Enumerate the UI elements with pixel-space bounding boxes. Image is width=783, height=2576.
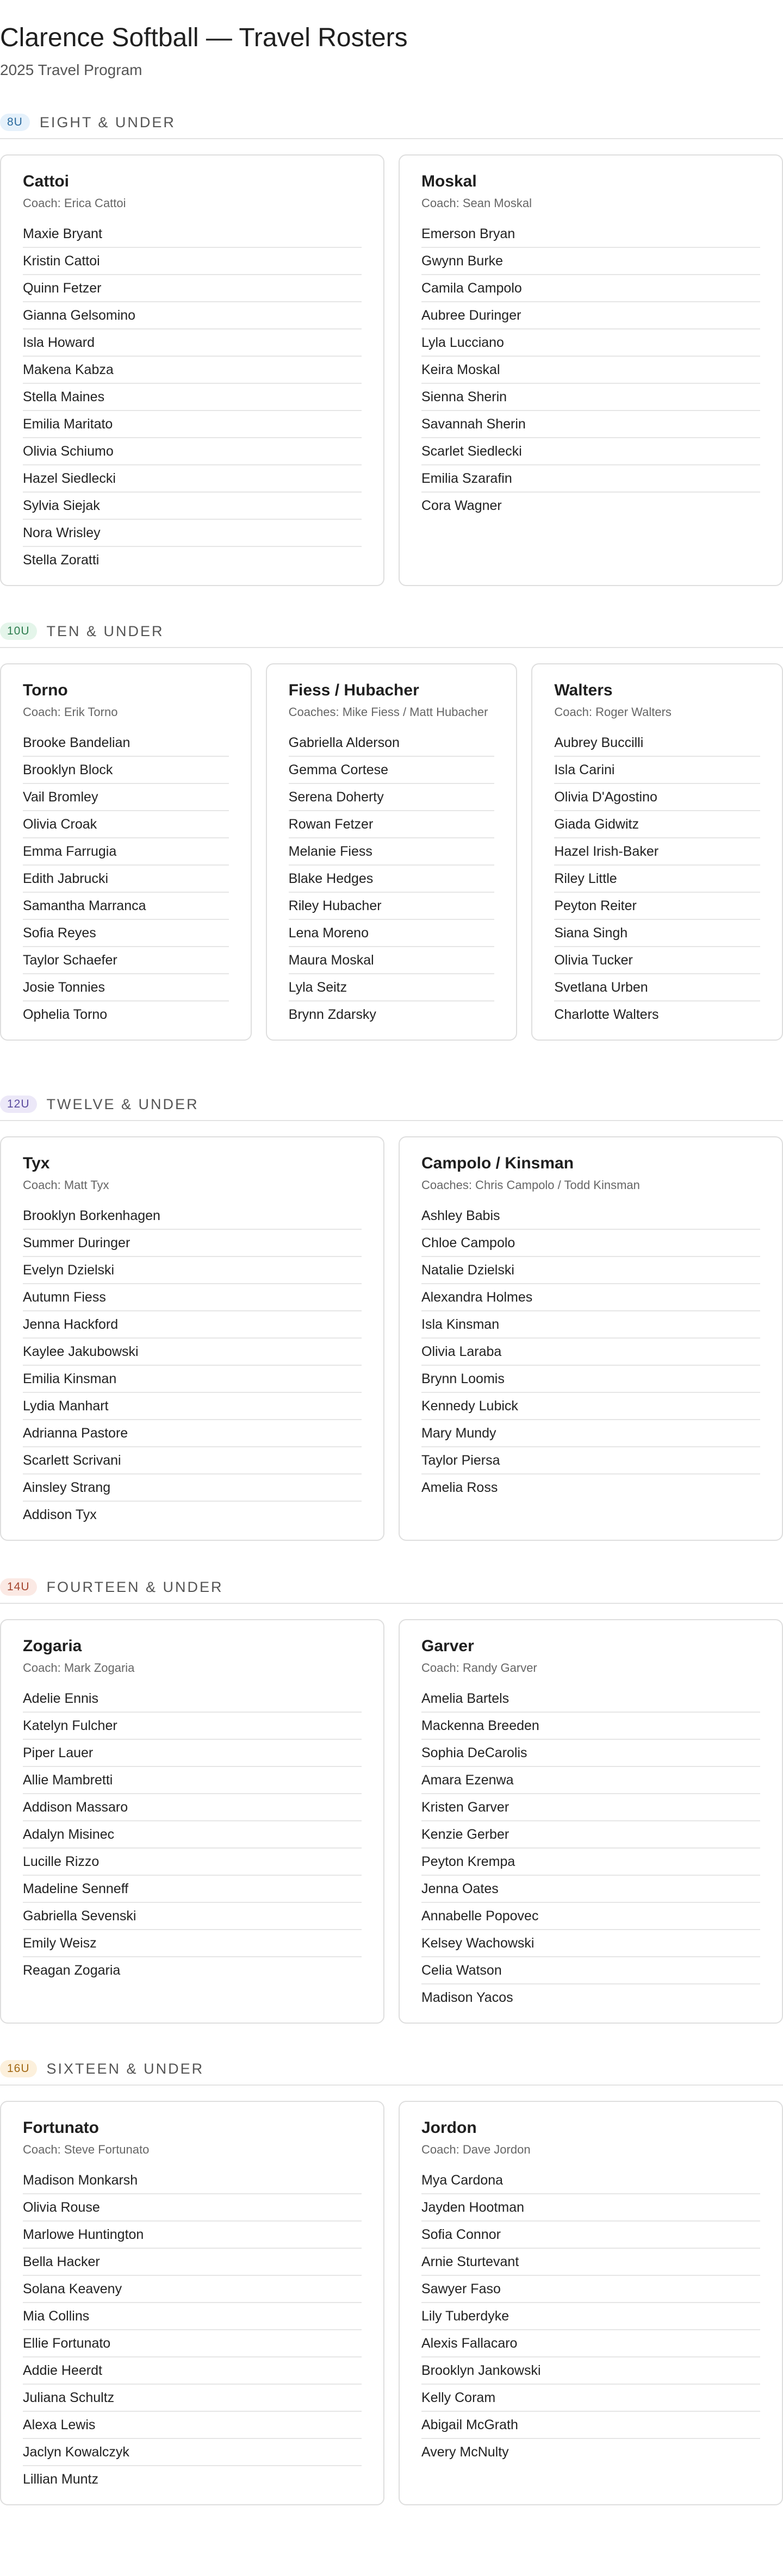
roster-player: Lydia Manhart [23, 1393, 362, 1420]
roster-player: Lucille Rizzo [23, 1849, 362, 1876]
roster-player: Gabriella Alderson [289, 730, 495, 757]
team-grid [0, 1136, 783, 1541]
roster-player: Siana Singh [554, 920, 760, 947]
team-coach: Coach: Randy Garver [421, 1661, 537, 1675]
roster-player: Taylor Schaefer [23, 947, 229, 974]
roster-player: Kristen Garver [421, 1794, 760, 1821]
team-card [0, 1136, 384, 1541]
division-header [0, 615, 783, 648]
roster-player: Giada Gidwitz [554, 811, 760, 838]
roster-player: Amara Ezenwa [421, 1767, 760, 1794]
roster-player: Alexis Fallacaro [421, 2330, 760, 2357]
roster-player: Emilia Kinsman [23, 1366, 362, 1393]
roster-player: Brooke Bandelian [23, 730, 229, 757]
roster-player: Gemma Cortese [289, 757, 495, 784]
divisions-container [0, 107, 783, 2505]
roster-player: Isla Kinsman [421, 1311, 760, 1339]
division-section [0, 1088, 783, 1541]
roster-player: Annabelle Popovec [421, 1903, 760, 1930]
roster-player: Olivia Laraba [421, 1339, 760, 1366]
roster-list [421, 1685, 760, 2011]
roster-player: Brooklyn Borkenhagen [23, 1203, 362, 1230]
roster-player: Emily Weisz [23, 1930, 362, 1957]
roster-player: Kenzie Gerber [421, 1821, 760, 1849]
roster-list [23, 1203, 362, 1528]
team-card [531, 663, 783, 1041]
roster-player: Olivia Tucker [554, 947, 760, 974]
roster-player: Jayden Hootman [421, 2194, 760, 2222]
roster-player: Ophelia Torno [23, 1007, 108, 1022]
division-badge: 8U [0, 114, 30, 131]
team-coach: Coach: Erica Cattoi [23, 196, 126, 210]
team-card [0, 154, 384, 586]
roster-player: Emilia Maritato [23, 411, 362, 438]
roster-player: Peyton Krempa [421, 1849, 760, 1876]
roster-list [421, 2167, 760, 2465]
team-coach: Coaches: Chris Campolo / Todd Kinsman [421, 1178, 640, 1192]
division-label: SIXTEEN & UNDER [46, 2060, 204, 2077]
roster-list [23, 221, 362, 573]
team-coach: Coach: Erik Torno [23, 705, 118, 719]
team-card [399, 2101, 783, 2505]
team-coach: Coach: Steve Fortunato [23, 2143, 150, 2156]
roster-player: Reagan Zogaria [23, 1963, 121, 1978]
roster-list [421, 1203, 760, 1501]
page-title: Clarence Softball — Travel Rosters [0, 23, 408, 52]
roster-player: Madeline Senneff [23, 1876, 362, 1903]
roster-player: Alexandra Holmes [421, 1284, 760, 1311]
roster-player: Kennedy Lubick [421, 1393, 760, 1420]
roster-player: Ellie Fortunato [23, 2330, 362, 2357]
roster-player: Mary Mundy [421, 1420, 760, 1447]
roster-player: Isla Carini [554, 757, 760, 784]
roster-player: Kelsey Wachowski [421, 1930, 760, 1957]
division-section [0, 2053, 783, 2505]
roster-player: Sawyer Faso [421, 2276, 760, 2303]
roster-player: Alexa Lewis [23, 2412, 362, 2439]
roster-player: Kristin Cattoi [23, 248, 362, 275]
team-coach: Coaches: Mike Fiess / Matt Hubacher [288, 705, 488, 719]
roster-player: Hazel Irish-Baker [554, 838, 760, 866]
team-name: Zogaria [23, 1637, 82, 1655]
team-name: Fiess / Hubacher [288, 681, 419, 699]
team-coach: Coach: Matt Tyx [23, 1178, 109, 1192]
roster-player: Scarlett Scrivani [23, 1447, 362, 1474]
division-label: TEN & UNDER [46, 623, 164, 639]
roster-player: Brynn Zdarsky [288, 1007, 376, 1022]
roster-player: Josie Tonnies [23, 974, 229, 1001]
roster-player: Emerson Bryan [421, 221, 760, 248]
roster-player: Adrianna Pastore [23, 1420, 362, 1447]
roster-player: Jenna Hackford [23, 1311, 362, 1339]
roster-player: Kaylee Jakubowski [23, 1339, 362, 1366]
division-header [0, 1571, 783, 1604]
division-section [0, 107, 783, 586]
roster-player: Cora Wagner [421, 498, 502, 513]
division-badge: 14U [0, 1578, 37, 1596]
roster-list [421, 221, 760, 519]
roster-player: Savannah Sherin [421, 411, 760, 438]
roster-player: Samantha Marranca [23, 893, 229, 920]
roster-player: Isla Howard [23, 329, 362, 357]
team-name: Cattoi [23, 172, 69, 190]
team-name: Campolo / Kinsman [421, 1154, 574, 1172]
roster-player: Vail Bromley [23, 784, 229, 811]
roster-player: Sienna Sherin [421, 384, 760, 411]
roster-player: Mya Cardona [421, 2167, 760, 2194]
roster-player: Camila Campolo [421, 275, 760, 302]
roster-player: Kelly Coram [421, 2385, 760, 2412]
roster-player: Lena Moreno [289, 920, 495, 947]
division-section [0, 615, 783, 1041]
team-card [266, 663, 518, 1041]
roster-player: Aubree Duringer [421, 302, 760, 329]
team-name: Walters [554, 681, 613, 699]
roster-player: Brynn Loomis [421, 1366, 760, 1393]
roster-player: Serena Doherty [289, 784, 495, 811]
team-card [399, 154, 783, 586]
roster-player: Mia Collins [23, 2303, 362, 2330]
roster-player: Mackenna Breeden [421, 1713, 760, 1740]
team-grid [0, 1619, 783, 2024]
roster-player: Piper Lauer [23, 1740, 362, 1767]
team-card [0, 1619, 384, 2024]
roster-player: Amelia Ross [421, 1480, 498, 1495]
roster-player: Emma Farrugia [23, 838, 229, 866]
team-card [399, 1136, 783, 1541]
roster-player: Amelia Bartels [421, 1685, 760, 1713]
roster-list [23, 1685, 362, 1983]
roster-player: Ainsley Strang [23, 1474, 362, 1502]
roster-player: Arnie Sturtevant [421, 2249, 760, 2276]
roster-player: Addison Massaro [23, 1794, 362, 1821]
roster-player: Allie Mambretti [23, 1767, 362, 1794]
roster-player: Natalie Dzielski [421, 1257, 760, 1284]
roster-player: Juliana Schultz [23, 2385, 362, 2412]
team-name: Tyx [23, 1154, 50, 1172]
roster-player: Chloe Campolo [421, 1230, 760, 1257]
roster-player: Bella Hacker [23, 2249, 362, 2276]
roster-player: Makena Kabza [23, 357, 362, 384]
roster-player: Avery McNulty [421, 2444, 509, 2460]
team-grid [0, 663, 783, 1041]
roster-player: Jenna Oates [421, 1876, 760, 1903]
page-subtitle: 2025 Travel Program [0, 61, 142, 78]
roster-list [23, 2167, 362, 2492]
roster-player: Marlowe Huntington [23, 2222, 362, 2249]
roster-player: Lillian Muntz [23, 2472, 98, 2487]
division-header [0, 1088, 783, 1121]
roster-player: Celia Watson [421, 1957, 760, 1984]
roster-player: Riley Hubacher [289, 893, 495, 920]
roster-list [23, 730, 229, 1028]
team-card [399, 1619, 783, 2024]
division-label: EIGHT & UNDER [39, 114, 176, 130]
roster-player: Solana Keaveny [23, 2276, 362, 2303]
division-header [0, 107, 783, 139]
roster-player: Gianna Gelsomino [23, 302, 362, 329]
roster-list [289, 730, 495, 1028]
team-name: Fortunato [23, 2119, 99, 2137]
roster-player: Addison Tyx [23, 1507, 97, 1522]
roster-player: Olivia D'Agostino [554, 784, 760, 811]
roster-player: Madison Yacos [421, 1990, 513, 2005]
division-label: FOURTEEN & UNDER [46, 1578, 223, 1595]
roster-player: Olivia Schiumo [23, 438, 362, 465]
roster-player: Brooklyn Block [23, 757, 229, 784]
roster-player: Autumn Fiess [23, 1284, 362, 1311]
roster-player: Nora Wrisley [23, 520, 362, 547]
roster-player: Adalyn Misinec [23, 1821, 362, 1849]
team-coach: Coach: Dave Jordon [421, 2143, 531, 2156]
roster-player: Stella Maines [23, 384, 362, 411]
roster-player: Lyla Lucciano [421, 329, 760, 357]
team-name: Moskal [421, 172, 477, 190]
roster-player: Aubrey Buccilli [554, 730, 760, 757]
team-name: Torno [23, 681, 68, 699]
roster-player: Summer Duringer [23, 1230, 362, 1257]
roster-player: Ashley Babis [421, 1203, 760, 1230]
roster-player: Charlotte Walters [554, 1007, 659, 1022]
roster-player: Rowan Fetzer [289, 811, 495, 838]
roster-player: Scarlet Siedlecki [421, 438, 760, 465]
roster-player: Sylvia Siejak [23, 493, 362, 520]
roster-player: Gabriella Sevenski [23, 1903, 362, 1930]
roster-player: Peyton Reiter [554, 893, 760, 920]
roster-player: Sophia DeCarolis [421, 1740, 760, 1767]
division-section [0, 1571, 783, 2024]
roster-player: Evelyn Dzielski [23, 1257, 362, 1284]
team-coach: Coach: Sean Moskal [421, 196, 532, 210]
team-name: Jordon [421, 2119, 477, 2137]
roster-player: Edith Jabrucki [23, 866, 229, 893]
roster-player: Maxie Bryant [23, 221, 362, 248]
division-header [0, 2053, 783, 2086]
roster-player: Abigail McGrath [421, 2412, 760, 2439]
roster-player: Addie Heerdt [23, 2357, 362, 2385]
division-badge: 16U [0, 2060, 37, 2077]
roster-player: Emilia Szarafin [421, 465, 760, 493]
roster-player: Brooklyn Jankowski [421, 2357, 760, 2385]
roster-player: Keira Moskal [421, 357, 760, 384]
roster-player: Lily Tuberdyke [421, 2303, 760, 2330]
roster-player: Gwynn Burke [421, 248, 760, 275]
roster-player: Sofia Reyes [23, 920, 229, 947]
roster-player: Jaclyn Kowalczyk [23, 2439, 362, 2466]
roster-player: Blake Hedges [289, 866, 495, 893]
roster-list [554, 730, 760, 1028]
roster-player: Adelie Ennis [23, 1685, 362, 1713]
roster-player: Olivia Croak [23, 811, 229, 838]
roster-player: Taylor Piersa [421, 1447, 760, 1474]
team-card [0, 663, 252, 1041]
team-grid [0, 154, 783, 586]
roster-player: Olivia Rouse [23, 2194, 362, 2222]
team-coach: Coach: Mark Zogaria [23, 1661, 135, 1675]
division-badge: 12U [0, 1096, 37, 1113]
roster-player: Sofia Connor [421, 2222, 760, 2249]
team-card [0, 2101, 384, 2505]
roster-player: Melanie Fiess [289, 838, 495, 866]
roster-player: Quinn Fetzer [23, 275, 362, 302]
team-grid [0, 2101, 783, 2505]
roster-player: Madison Monkarsh [23, 2167, 362, 2194]
division-badge: 10U [0, 623, 37, 640]
roster-player: Katelyn Fulcher [23, 1713, 362, 1740]
roster-player: Svetlana Urben [554, 974, 760, 1001]
team-name: Garver [421, 1637, 474, 1655]
roster-player: Stella Zoratti [23, 552, 100, 568]
roster-player: Riley Little [554, 866, 760, 893]
team-coach: Coach: Roger Walters [554, 705, 672, 719]
roster-player: Lyla Seitz [289, 974, 495, 1001]
roster-player: Hazel Siedlecki [23, 465, 362, 493]
division-label: TWELVE & UNDER [46, 1096, 199, 1112]
page-header [0, 0, 783, 79]
roster-player: Maura Moskal [289, 947, 495, 974]
